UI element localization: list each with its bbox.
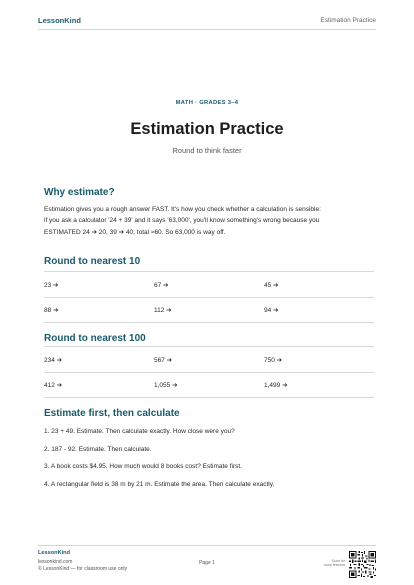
grid-cell: 1,499 ➔ (264, 382, 288, 389)
estimate-first-heading: Estimate first, then calculate (44, 408, 180, 419)
grid-cell: 67 ➔ (154, 281, 169, 289)
task-item: 4. A rectangular field is 38 m by 21 m. Estimate the area. Then calculate exactly. (44, 481, 275, 488)
qr-caption (309, 559, 345, 567)
page-title: Estimation Practice (130, 120, 284, 138)
round-100-heading: Round to nearest 100 (44, 333, 146, 344)
why-estimate-heading: Why estimate? (44, 187, 115, 198)
grid-cell: 1,055 ➔ (154, 382, 178, 389)
document-reference: Estimation Practice (320, 16, 376, 24)
grid-cell: 112 ➔ (154, 307, 172, 314)
header-divider (38, 29, 376, 30)
round-10-heading: Round to nearest 10 (44, 256, 141, 267)
qr-caption-line: Scan for (331, 559, 345, 563)
qr-code-icon[interactable] (349, 551, 376, 578)
round-100-grid (44, 346, 374, 398)
paragraph-line: Estimation gives you a rough answer FAST. It's how you check whether a calculation is sensible: (44, 206, 321, 213)
grid-cell: 94 ➔ (264, 307, 279, 314)
grid-cell: 750 ➔ (264, 356, 283, 364)
page-number: Page 1 (199, 560, 215, 566)
footer-divider (38, 545, 376, 546)
qr-caption-line: more lessons (323, 563, 345, 568)
paragraph-line: ESTIMATED 24 ➔ 20, 39 ➔ 40, total ≈60. So 63,000 is way off. (44, 228, 226, 236)
task-item: 2. 187 - 92. Estimate. Then calculate. (44, 446, 152, 453)
grid-cell: 23 ➔ (44, 281, 59, 289)
grid-cell: 234 ➔ (44, 356, 63, 364)
grid-cell: 45 ➔ (264, 281, 279, 289)
page-header (38, 13, 376, 27)
footer-brand: LessonKind (38, 550, 71, 556)
round-10-grid (44, 271, 374, 323)
grid-cell: 412 ➔ (44, 382, 63, 389)
brand-name: LessonKind (38, 15, 81, 25)
grid-row (44, 271, 374, 297)
page-subtitle: Round to think faster (172, 146, 242, 155)
grid-row (44, 372, 374, 398)
grid-cell: 567 ➔ (154, 356, 173, 364)
footer-website[interactable]: lessonkind.com (38, 559, 73, 565)
grid-row (44, 346, 374, 372)
grid-row (44, 297, 374, 323)
grid-cell: 88 ➔ (44, 307, 59, 314)
task-item: 3. A book costs $4.95. How much would 8 books cost? Estimate first. (44, 463, 242, 470)
why-estimate-paragraph (44, 204, 374, 238)
footer-copyright: © LessonKind — for classroom use only (38, 566, 128, 572)
subject-eyebrow: MATH · GRADES 3–4 (175, 100, 239, 106)
task-item: 1. 23 + 49. Estimate. Then calculate exactly. How close were you? (44, 428, 235, 435)
paragraph-line: if you ask a calculator '24 + 39' and it says '63,000', you'll know something's wrong because you (44, 217, 320, 225)
